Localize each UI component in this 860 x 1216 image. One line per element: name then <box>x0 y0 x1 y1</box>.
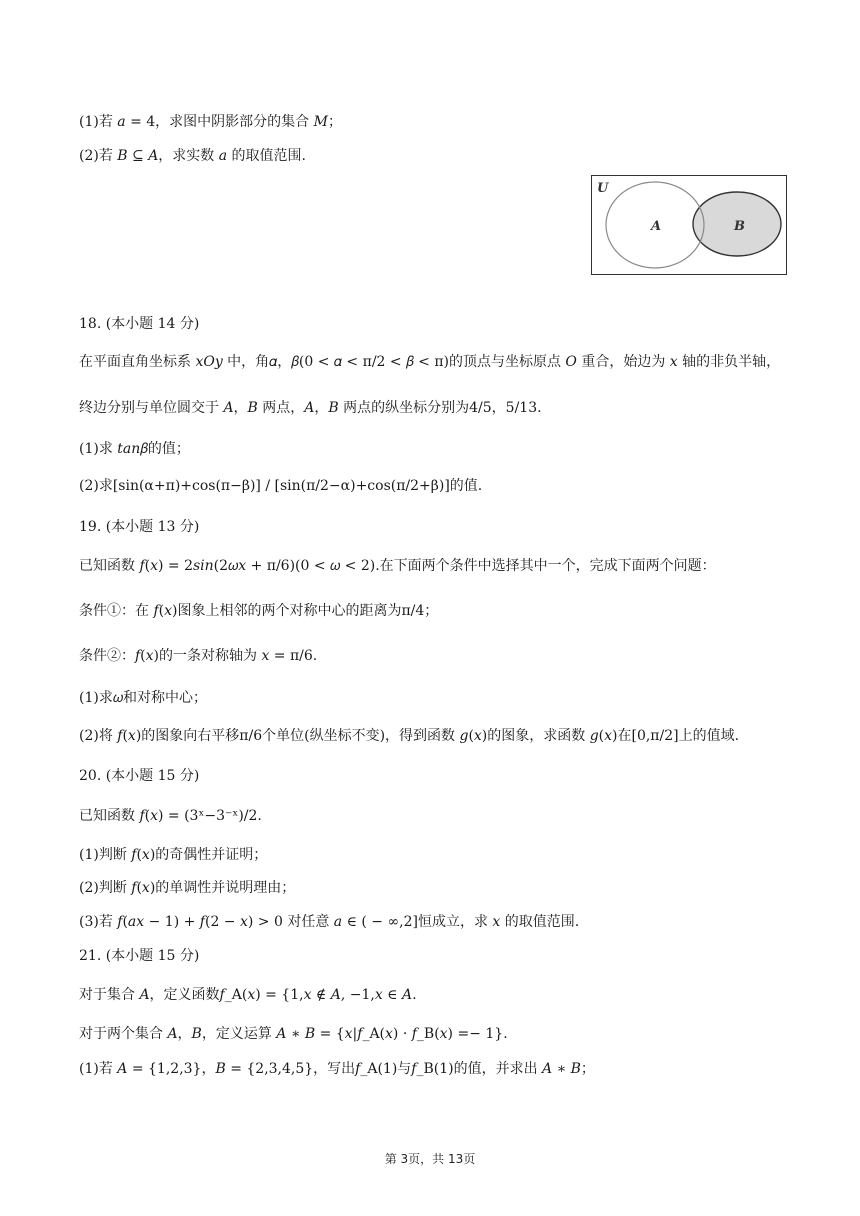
q21-definition-2: 对于两个集合 𝐴，𝐵，定义运算 𝐴 ∗ 𝐵 = {𝑥|𝑓_A(𝑥) · 𝑓_B(𝑥) =− 1}. <box>79 1026 508 1042</box>
q20-part-3: (3)若 𝑓(𝑎𝑥 − 1) + 𝑓(2 − 𝑥) > 0 对任意 𝑎 ∈ ( − ∞,2]恒成立，求 𝑥 的取值范围. <box>79 914 580 930</box>
page-footer: 第 3页，共 13页 <box>384 1152 476 1166</box>
q19-heading: 19. (本小题 13 分) <box>79 519 200 535</box>
line-q17-1: (1)若 𝑎 = 4，求图中阴影部分的集合 𝑀； <box>79 114 342 130</box>
line-q17-2: (2)若 𝐵 ⊆ 𝐴，求实数 𝑎 的取值范围. <box>79 148 307 164</box>
q20-heading: 20. (本小题 15 分) <box>79 768 200 784</box>
q18-stem-2: 终边分别与单位圆交于 𝐴，𝐵 两点，𝐴，𝐵 两点的纵坐标分别为4/5，5/13. <box>79 400 542 416</box>
q20-part-1: (1)判断 𝑓(𝑥)的奇偶性并证明； <box>79 847 268 863</box>
venn-label-b: B <box>734 219 745 234</box>
q19-part-2: (2)将 𝑓(𝑥)的图象向右平移π/6个单位(纵坐标不变)，得到函数 𝑔(𝑥)的图象，求函数 𝑔(𝑥)在[0,π/2]上的值域. <box>79 728 740 744</box>
q19-part-1: (1)求𝜔和对称中心； <box>79 690 208 706</box>
q19-stem: 已知函数 𝑓(𝑥) = 2𝑠𝑖𝑛(2𝜔𝑥 + π/6)(0 < 𝜔 < 2).在下面两个条件中选择其中一个，完成下面两个问题： <box>79 558 716 574</box>
q20-stem: 已知函数 𝑓(𝑥) = (3ˣ−3⁻ˣ)/2. <box>79 808 262 824</box>
q18-stem-1: 在平面直角坐标系 𝑥𝑂𝑦 中，角𝛼，𝛽(0 < 𝛼 < π/2 < 𝛽 < π)的顶点与坐标原点 𝑂 重合，始边为 𝑥 轴的非负半轴， <box>79 354 781 370</box>
venn-label-a: A <box>651 219 662 234</box>
q19-condition-1: 条件①：在 𝑓(𝑥)图象上相邻的两个对称中心的距离为π/4； <box>79 603 439 619</box>
q21-definition-1: 对于集合 𝐴，定义函数𝑓_A(𝑥) = {1,𝑥 ∉ 𝐴, −1,𝑥 ∈ 𝐴. <box>79 987 417 1003</box>
q21-heading: 21. (本小题 15 分) <box>79 948 200 964</box>
q18-heading: 18. (本小题 14 分) <box>79 316 200 332</box>
venn-label-u: U <box>597 181 609 196</box>
q20-part-2: (2)判断 𝑓(𝑥)的单调性并说明理由； <box>79 880 296 896</box>
q21-part-1: (1)若 𝐴 = {1,2,3}，𝐵 = {2,3,4,5}，写出𝑓_A(1)与𝑓_B(1)的值，并求出 𝐴 ∗ 𝐵； <box>79 1061 595 1077</box>
venn-diagram <box>591 175 787 275</box>
q18-part-2: (2)求[sin(α+π)+cos(π−β)] / [sin(π/2−α)+cos(π/2+β)]的值. <box>79 478 483 494</box>
q19-condition-2: 条件②：𝑓(𝑥)的一条对称轴为 𝑥 = π/6. <box>79 648 318 664</box>
q18-part-1: (1)求 𝑡𝑎𝑛𝛽的值； <box>79 441 190 457</box>
